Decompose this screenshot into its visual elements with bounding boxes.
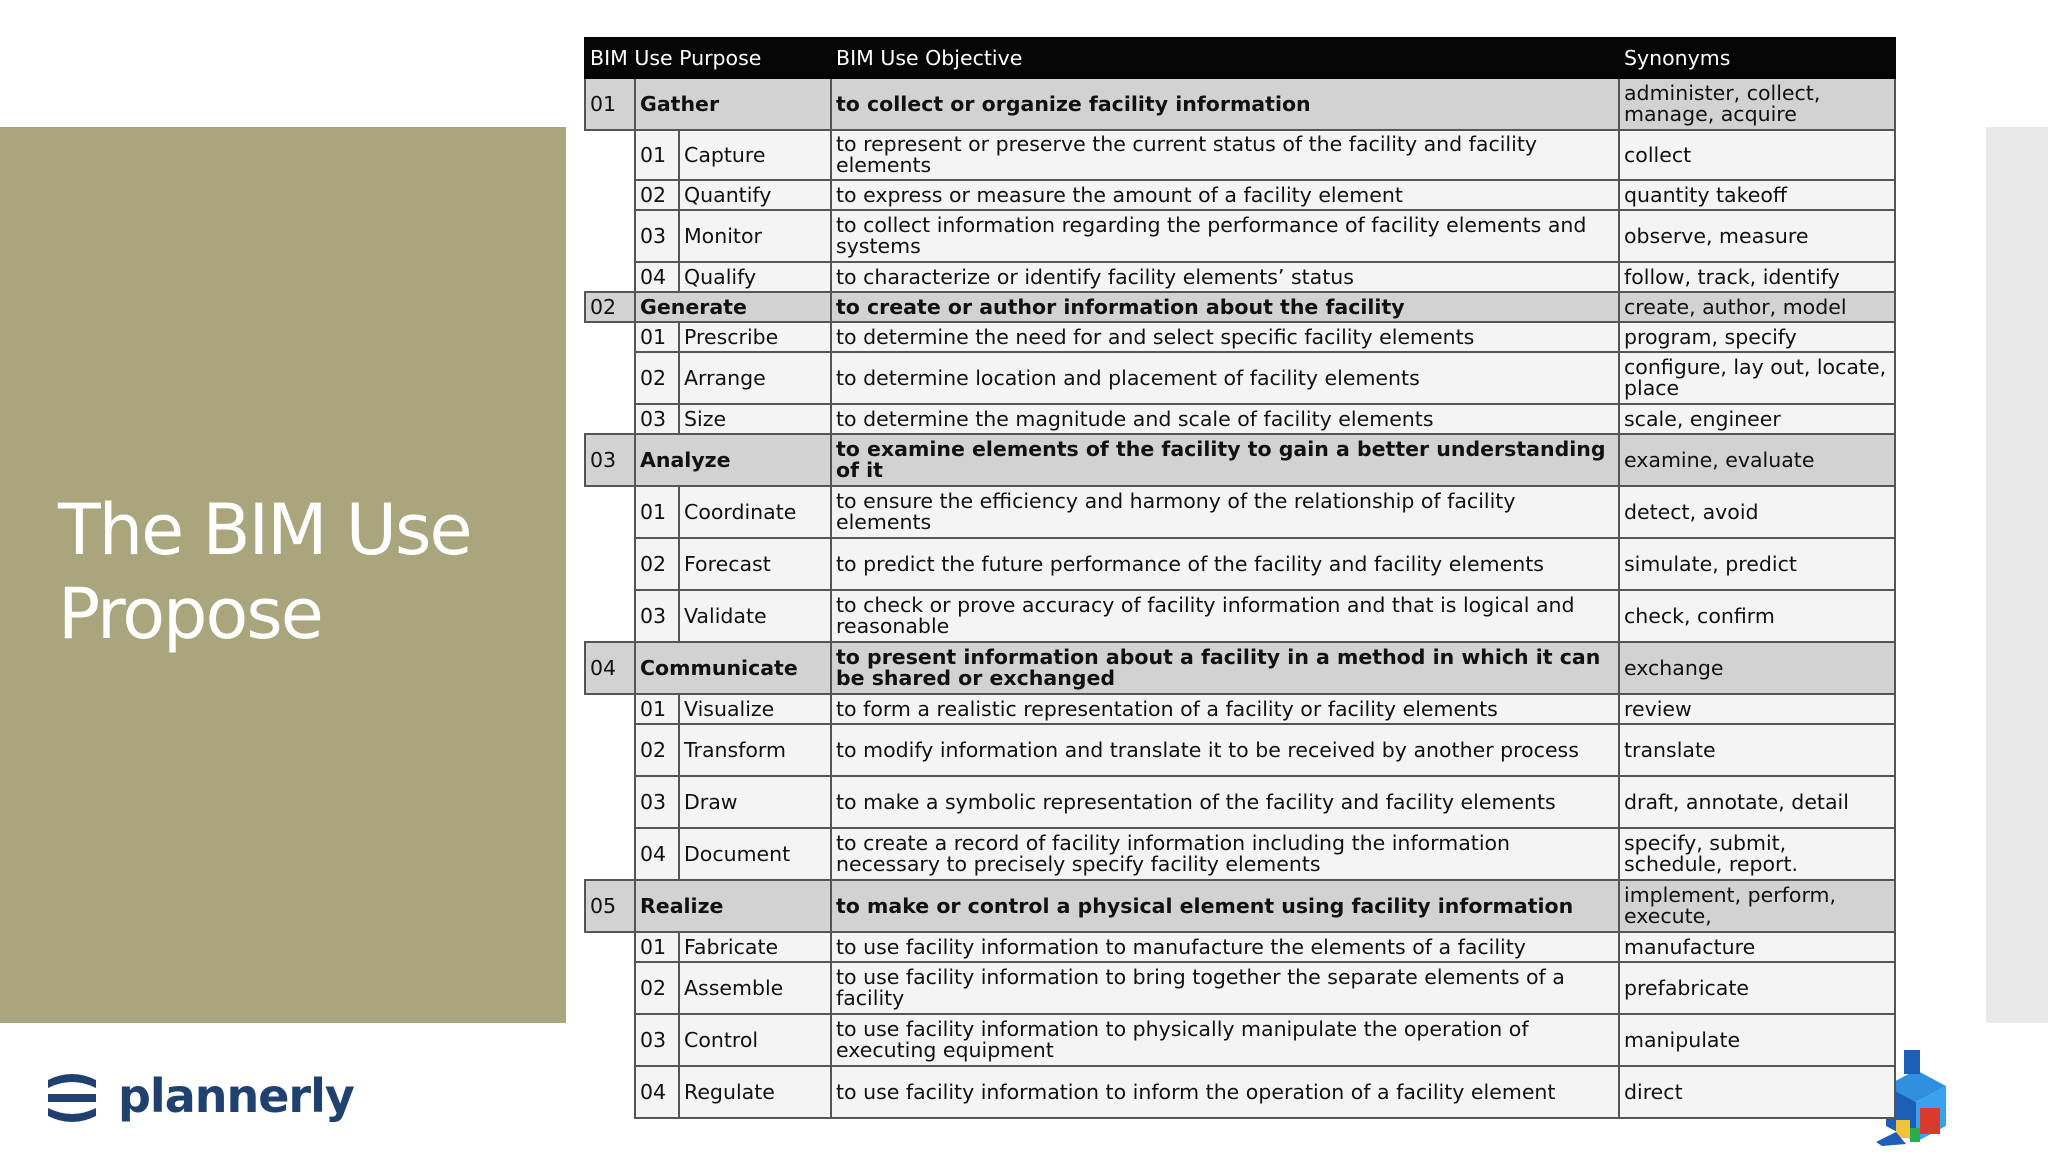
table-row	[585, 322, 1895, 352]
use-name: Qualify	[679, 262, 831, 292]
use-name: Fabricate	[679, 932, 831, 962]
table-row-purpose	[585, 880, 1895, 932]
use-objective: to determine location and placement of facility elements	[831, 352, 1619, 404]
table-row	[585, 404, 1895, 434]
purpose-number: 02	[585, 292, 635, 322]
header-synonyms: Synonyms	[1619, 38, 1895, 78]
use-number: 02	[635, 180, 679, 210]
use-number: 02	[635, 538, 679, 590]
bim-use-table	[584, 37, 1896, 1119]
use-name: Document	[679, 828, 831, 880]
header-purpose: BIM Use Purpose	[585, 38, 831, 78]
use-objective: to make a symbolic representation of the facility and facility elements	[831, 776, 1619, 828]
use-synonyms: scale, engineer	[1619, 404, 1895, 434]
use-number: 04	[635, 828, 679, 880]
table-row	[585, 130, 1895, 180]
indent-gap	[585, 538, 635, 590]
table-row	[585, 180, 1895, 210]
use-name: Quantify	[679, 180, 831, 210]
slide-title-line-1: The BIM Use	[58, 489, 471, 571]
table-row	[585, 1066, 1895, 1118]
table-row	[585, 828, 1895, 880]
use-synonyms: direct	[1619, 1066, 1895, 1118]
indent-gap	[585, 322, 635, 352]
use-number: 03	[635, 590, 679, 642]
use-name: Capture	[679, 130, 831, 180]
use-name: Visualize	[679, 694, 831, 724]
table-row-purpose	[585, 642, 1895, 694]
purpose-number: 01	[585, 78, 635, 130]
purpose-name: Generate	[635, 292, 831, 322]
use-objective: to use facility information to bring together the separate elements of a facility	[831, 962, 1619, 1014]
use-objective: to collect information regarding the performance of facility elements and systems	[831, 210, 1619, 262]
use-name: Coordinate	[679, 486, 831, 538]
indent-gap	[585, 180, 635, 210]
indent-gap	[585, 262, 635, 292]
brand-logo	[44, 1068, 354, 1124]
use-objective: to ensure the efficiency and harmony of the relationship of facility elements	[831, 486, 1619, 538]
use-number: 03	[635, 404, 679, 434]
use-name: Validate	[679, 590, 831, 642]
use-synonyms: draft, annotate, detail	[1619, 776, 1895, 828]
purpose-synonyms: exchange	[1619, 642, 1895, 694]
use-synonyms: follow, track, identify	[1619, 262, 1895, 292]
purpose-synonyms: examine, evaluate	[1619, 434, 1895, 486]
use-name: Draw	[679, 776, 831, 828]
table-row	[585, 210, 1895, 262]
use-number: 03	[635, 1014, 679, 1066]
use-name: Size	[679, 404, 831, 434]
use-number: 04	[635, 262, 679, 292]
table-body	[585, 78, 1895, 1118]
stacked-bars-icon	[44, 1068, 100, 1124]
purpose-synonyms: implement, perform, execute,	[1619, 880, 1895, 932]
use-synonyms: manufacture	[1619, 932, 1895, 962]
use-objective: to form a realistic representation of a facility or facility elements	[831, 694, 1619, 724]
indent-gap	[585, 1066, 635, 1118]
purpose-objective: to create or author information about the facility	[831, 292, 1619, 322]
table-row	[585, 486, 1895, 538]
table-row	[585, 1014, 1895, 1066]
use-number: 03	[635, 210, 679, 262]
use-objective: to use facility information to physically manipulate the operation of executing equipment	[831, 1014, 1619, 1066]
use-synonyms: check, confirm	[1619, 590, 1895, 642]
use-synonyms: program, specify	[1619, 322, 1895, 352]
use-synonyms: prefabricate	[1619, 962, 1895, 1014]
slide-title	[58, 488, 471, 656]
use-objective: to determine the need for and select specific facility elements	[831, 322, 1619, 352]
purpose-objective: to examine elements of the facility to gain a better understanding of it	[831, 434, 1619, 486]
use-synonyms: review	[1619, 694, 1895, 724]
use-synonyms: collect	[1619, 130, 1895, 180]
use-number: 01	[635, 486, 679, 538]
purpose-objective: to present information about a facility in a method in which it can be shared or exchanged	[831, 642, 1619, 694]
use-name: Control	[679, 1014, 831, 1066]
purpose-objective: to make or control a physical element using facility information	[831, 880, 1619, 932]
use-objective: to predict the future performance of the facility and facility elements	[831, 538, 1619, 590]
use-name: Forecast	[679, 538, 831, 590]
use-number: 01	[635, 130, 679, 180]
table-row	[585, 694, 1895, 724]
use-number: 02	[635, 724, 679, 776]
purpose-number: 04	[585, 642, 635, 694]
use-name: Prescribe	[679, 322, 831, 352]
table-row	[585, 538, 1895, 590]
purpose-name: Gather	[635, 78, 831, 130]
use-synonyms: detect, avoid	[1619, 486, 1895, 538]
purpose-synonyms: administer, collect, manage, acquire	[1619, 78, 1895, 130]
indent-gap	[585, 130, 635, 180]
use-objective: to characterize or identify facility elements’ status	[831, 262, 1619, 292]
use-name: Arrange	[679, 352, 831, 404]
header-objective: BIM Use Objective	[831, 38, 1619, 78]
use-number: 01	[635, 694, 679, 724]
use-synonyms: manipulate	[1619, 1014, 1895, 1066]
side-strip	[1986, 127, 2048, 1023]
table-row	[585, 724, 1895, 776]
use-number: 02	[635, 962, 679, 1014]
use-synonyms: quantity takeoff	[1619, 180, 1895, 210]
use-synonyms: simulate, predict	[1619, 538, 1895, 590]
use-objective: to determine the magnitude and scale of facility elements	[831, 404, 1619, 434]
use-objective: to check or prove accuracy of facility information and that is logical and reasonable	[831, 590, 1619, 642]
table-row-purpose	[585, 78, 1895, 130]
use-name: Regulate	[679, 1066, 831, 1118]
use-number: 02	[635, 352, 679, 404]
purpose-number: 05	[585, 880, 635, 932]
use-objective: to use facility information to inform the operation of a facility element	[831, 1066, 1619, 1118]
use-synonyms: translate	[1619, 724, 1895, 776]
purpose-name: Realize	[635, 880, 831, 932]
use-name: Monitor	[679, 210, 831, 262]
table-header-row	[585, 38, 1895, 78]
use-name: Transform	[679, 724, 831, 776]
indent-gap	[585, 210, 635, 262]
indent-gap	[585, 1014, 635, 1066]
indent-gap	[585, 724, 635, 776]
use-synonyms: observe, measure	[1619, 210, 1895, 262]
use-number: 01	[635, 932, 679, 962]
table-row	[585, 262, 1895, 292]
indent-gap	[585, 694, 635, 724]
purpose-objective: to collect or organize facility information	[831, 78, 1619, 130]
indent-gap	[585, 828, 635, 880]
use-objective: to use facility information to manufacture the elements of a facility	[831, 932, 1619, 962]
table-row-purpose	[585, 434, 1895, 486]
use-objective: to modify information and translate it to be received by another process	[831, 724, 1619, 776]
indent-gap	[585, 590, 635, 642]
use-number: 03	[635, 776, 679, 828]
use-objective: to represent or preserve the current status of the facility and facility elements	[831, 130, 1619, 180]
use-number: 04	[635, 1066, 679, 1118]
table-row	[585, 590, 1895, 642]
table-row	[585, 776, 1895, 828]
indent-gap	[585, 776, 635, 828]
brand-name: plannerly	[118, 1069, 354, 1123]
use-synonyms: specify, submit, schedule, report.	[1619, 828, 1895, 880]
purpose-name: Communicate	[635, 642, 831, 694]
table-row	[585, 352, 1895, 404]
indent-gap	[585, 932, 635, 962]
indent-gap	[585, 352, 635, 404]
purpose-name: Analyze	[635, 434, 831, 486]
indent-gap	[585, 404, 635, 434]
table-row-purpose	[585, 292, 1895, 322]
use-objective: to express or measure the amount of a facility element	[831, 180, 1619, 210]
slide-title-line-2: Propose	[58, 573, 322, 655]
use-objective: to create a record of facility information including the information necessary to precisely specify facility elements	[831, 828, 1619, 880]
purpose-synonyms: create, author, model	[1619, 292, 1895, 322]
table-row	[585, 932, 1895, 962]
indent-gap	[585, 486, 635, 538]
use-number: 01	[635, 322, 679, 352]
table-row	[585, 962, 1895, 1014]
purpose-number: 03	[585, 434, 635, 486]
use-synonyms: configure, lay out, locate, place	[1619, 352, 1895, 404]
indent-gap	[585, 962, 635, 1014]
use-name: Assemble	[679, 962, 831, 1014]
